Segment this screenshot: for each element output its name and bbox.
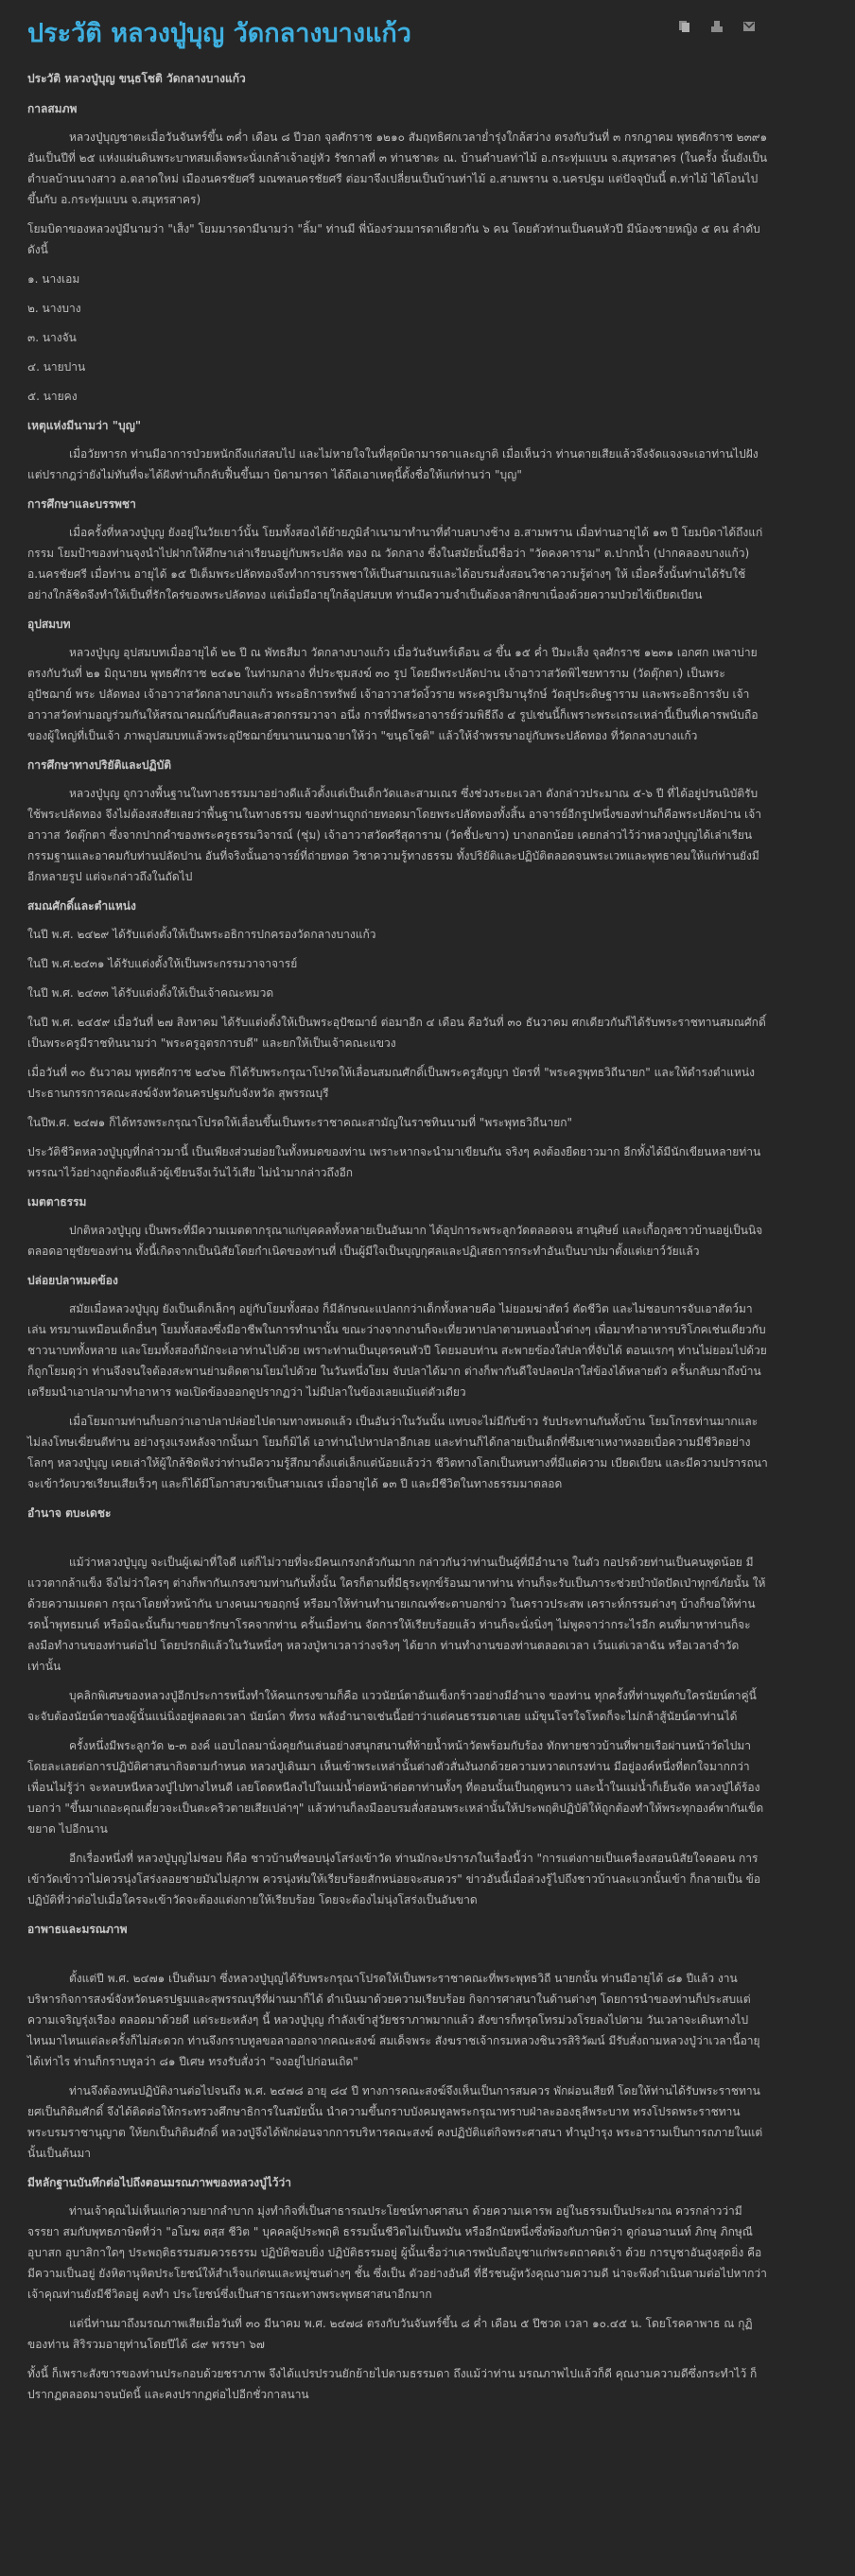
page-title: ประวัติ หลวงปู่บุญ วัดกลางบางแก้ว bbox=[27, 19, 411, 48]
rank-item: ในปีพ.ศ. ๒๔๗๑ ก็ได้ทรงพระกรุณาโปรดให้เลื่อนขึ้นเป็นพระราชาคณะสามัญในราชทินนามที่ "พระพุทธวิถีนายก" bbox=[27, 1116, 573, 1129]
rank-item: ประวัติชีวิตหลวงปู่บุญที่กล่าวมานี้ เป็นเพียงส่วนย่อยในทั้งหมดของท่าน เพราะหากจะนำมาเขียนกัน จริงๆ คงต้องยืดยาวมาก อีกทั้งได้มีนักเขียนหลายท่านพรรณาไว้อย่างถูกต้องดีแล้วผู้เขียนจึงเว้นไว้เสีย ไม่นำมากล่าวถึงอีก bbox=[27, 1145, 761, 1179]
paragraph: หลวงปู่บุญ ถูกวางพื้นฐานในทางธรรมมาอย่างดีแล้วตั้งแต่เป็นเด็กวัดและสามเณร ซึ่งช่วงระยะเวลา ดังกล่าวประมาณ ๕-๖ ปี ที่ได้อยู่ปรนนิบัติรับใช้พระปลัดทอง จึงไม่ต้องสงสัยเลยว่าพื้นฐานในทางธรรม ของท่านถูกถ่ายทอดมาโดยพระปลัดทองทั้งสิ้น อาจารย์อีกรูปหนึ่งของท่านก็คือพระปลัดปาน เจ้าอาวาส วัดตุ๊กตา ซึ่งจากปากคำของพระครูธรรมวิจารณ์ (ชุ่ม) เจ้าอาวาสวัดศรีสุดาราม (วัดชี้ปะขาว) บางกอกน้อย เคยกล่าวไว้ว่าหลวงปู่บุญได้เล่าเรียนกรรมฐานและอาคมกับท่านปลัดปาน อันที่จริงนั้นอาจารย์ที่ถ่ายทอด วิชาความรู้ทางธรรม ทั้งปริยัติและปฏิบัติตลอดจนพระเวทและพุทธาคมให้แก่ท่านยังมีอีกหลายรูป แต่จะกล่าวถึงในถัดไป bbox=[27, 787, 762, 883]
sibling-item: ๔. นายปาน bbox=[27, 360, 86, 374]
paragraph: หลวงปู่บุญชาตะเมื่อวันจันทร์ขึ้น ๓ค่ำ เดือน ๘ ปีวอก จุลศักราช ๑๒๑๐ สัมฤทธิศกเวลาย่ำรุ่งใกล้สว่าง ตรงกับวันที่ ๓ กรกฎาคม พุทธศักราช ๒๓๙๑ อันเป็นปีที่ ๒๕ แห่งแผ่นดินพระบาทสมเด็จพระนั่งเกล้าเจ้าอยู่หัว รัชกาลที่ ๓ ท่านชาตะ ณ. บ้านตำบลท่าไม้ อ.กระทุ่มแบน จ.สมุทรสาคร (ในครั้ง นั้นยังเป็นตำบลบ้านนางสาว อ.ตลาดใหม่ เมืองนครชัยศรี มณฑลนครชัยศรี ต่อมาจึงเปลี่ยนเป็นบ้านท่าไม้ อ.สามพราน จ.นครปฐม แต่ปัจจุบันนี้ ต.ท่าไม้ ได้โอนไปขึ้นกับ อ.กระทุ่มแบน จ.สมุทรสาคร) bbox=[27, 131, 768, 206]
paragraph: ท่านจึงต้องทนปฏิบัติงานต่อไปจนถึง พ.ศ. ๒๔๗๘ อายุ ๘๔ ปี ทางการคณะสงฆ์จึงเห็นเป็นการสมควร พักผ่อนเสียที โดยให้ท่านได้รับพระราชทานยศเป็นกิติมศักดิ์ จึงได้ติดต่อให้กระทรวงศึกษาธิการในสมัยนั้น นำความขึ้นกราบบังคมทูลพระกรุณาทราบฝ่าละอองธุลีพระบาท ทรงโปรดพระราชทานพระบรมราชานุญาต ให้ยกเป็นกิติมศักดิ์ หลวงปู่จึงได้พักผ่อนจากการบริหารคณะสงฆ์ คงปฏิบัติแต่กิจพระศาสนา ทำนุบำรุง พระอารามเป็นการถภายในแต่นั้นเป็นต้นมา bbox=[27, 2084, 763, 2160]
paragraph: ปกติหลวงปู่บุญ เป็นพระที่มีความเมตตากรุณาแก่บุคคลทั้งหลายเป็นอันมาก ได้อุปการะพระลูกวัดตลอดจน สานุศิษย์ และเกื้อกูลชาวบ้านอยู่เป็นนิจ ตลอดอายุขัยของท่าน ทั้งนี้เกิดจากเป็นนิสัยโดยกำเนิดของท่านที่ เป็นผู้มีใจเป็นบุญกุศลและปฏิเสธการกระทำอันเป็นบาปมาตั้งแต่เยาว์วัยแล้ว bbox=[27, 1224, 763, 1258]
paragraph: อีกเรื่องหนึ่งที่ หลวงปู่บุญไม่ชอบ ก็คือ ชาวบ้านที่ชอบนุ่งโสร่งเข้าวัด ท่านมักจะปรารภในเรื่องนี้ว่า "การแต่งกายเป็นเครื่องสอนนิสัยใจคอคน การเข้าวัดเข้าวาไม่ควรนุ่งโสร่งลอยชายมันไม่สุภาพ ควรนุ่งห่มให้เรียบร้อยสักหน่อยจะสมควร" ข่าวอันนี้เมื่อล่วงรู้ไปถึงชาวบ้านละแวกนั้นเข้า ก็กลายเป็น ข้อปฏิบัติที่ว่าต่อไปเมื่อใครจะเข้าวัดจะต้องแต่งกายให้เรียบร้อย โดยจะต้องไม่นุ่งโสร่งเป็นอันขาด bbox=[27, 1852, 761, 1906]
sibling-item: ๒. นางบาง bbox=[27, 302, 81, 315]
heading-name: เหตุแห่งมีนามว่า "บุญ" bbox=[27, 419, 142, 432]
rank-item: ในปี พ.ศ. ๒๔๕๙ เมื่อวันที่ ๒๗ สิงหาคม ได้รับแต่งตั้งให้เป็นพระอุปัชฌาย์ ต่อมาอีก ๔ เดือน คือวันที่ ๓๐ ธันวาคม ศกเดียวกันก็ได้รับพระราชทานสมณศักดิ์เป็นพระครูมีราชทินนามว่า "พระครูอุตรการบดี" และยกให้เป็นเจ้าคณะแขวง bbox=[27, 1016, 766, 1050]
rank-item: เมื่อวันที่ ๓๐ ธันวาคม พุทธศักราช ๒๔๖๒ ก็ได้รับพระกรุณาโปรดให้เลื่อนสมณศักดิ์เป็นพระครูสัญญา บัตรที่ "พระครูพุทธวิถีนายก" และให้ดำรงตำแหน่งประธานกรรการคณะสงฆ์จังหวัดนครปฐมกับจังหวัด สุพรรณบุรี bbox=[27, 1066, 755, 1100]
article-toolbar bbox=[677, 19, 757, 34]
paragraph: หลวงปู่บุญ อุปสมบทเมื่ออายุได้ ๒๒ ปี ณ พัทธสีมา วัดกลางบางแก้ว เมื่อวันจันทร์เดือน ๘ ขึ้น ๑๕ ค่ำ ปีมะเส็ง จุลศักราช ๑๒๓๑ เอกศก เพลาบ่ายตรงกับวันที่ ๒๑ มิถุนายน พุทธศักราช ๒๔๑๒ ในท่ามกลาง ที่ประชุมสงฆ์ ๓๐ รูป โดยมีพระปลัดปาน เจ้าอาวาสวัดพิไชยทาราม (วัดตุ๊กตา) เป็นพระอุปัชฌาย์ พระ ปลัดทอง เจ้าอาวาสวัดกลางบางแก้ว พระอธิการทรัพย์ เจ้าอาวาสวัดงิ้วราย พระครูปริมานุรักษ์ วัดสุประดิษฐาราม และพระอธิการจับ เจ้าอาวาสวัดท่ามอญร่วมกันให้สรณาคมณ์กับศีลและสวดกรรมวาจา อนึ่ง การที่มีพระอาจารย์ร่วมพิธีถึง ๔ รูปเช่นนี้ก็เพราะพระเถระเหล่านี้เป็นที่เคารพนับถือ ของผู้ใหญ่ที่เป็นเจ้า ภาพอุปสมบทแล้วพระอุปัชฌาย์ขนานนามฉายาให้ว่า "ขนฺธโชติ" แล้วให้จำพรรษาอยู่กับพระปลัดทอง ที่วัดกลางบางแก้ว bbox=[27, 646, 759, 742]
print-icon[interactable] bbox=[709, 19, 724, 34]
paragraph: แม้ว่าหลวงปู่บุญ จะเป็นผู้เฒ่าที่ใจดี แต่ก็ไม่วายที่จะมีคนเกรงกลัวกันมาก กล่าวกันว่าท่านเป็นผู้ที่มีอำนาจ ในตัว กอปรด้วยท่านเป็นคนพูดน้อย มีแววตากล้าแข็ง จึงไม่ว่าใครๆ ต่างก็พากันเกรงขามท่านกันทั้งนั้น ใครก็ตามที่มีธุระทุกข์ร้อนมาหาท่าน ท่านก็จะรับเป็นภาระช่วยบำบัดปัดเป่าทุกข์ภัยนั้น ให้ด้วยความเมตตา กรุณาโดยทั่วหน้ากัน บางคนมาขอฤกษ์ หรือมาให้ท่านทำนายเกณฑ์ชะตาบอกข่าว ในคราวประสพ เคราะห์กรรมต่างๆ บ้างก็ขอให้ท่านรดน้ำพุทธมนต์ หรือมิฉะนั้นก็มาขอยารักษาโรคจากท่าน ครั้นเมื่อท่าน จัดการให้เรียบร้อยแล้ว ท่านก็จะนั่งนิ่งๆ ไม่พูดจาว่ากระไรอีก คนที่มาหาท่านก็จะลงมือทำงานของท่านต่อไป โดยปรกติแล้วในวันหนึ่งๆ หลวงปู่หาเวลาว่างจริงๆ ได้ยาก ท่านทำงานของท่านตลอดเวลา เว้นแต่เวลาฉัน หรือเวลาจำวัดเท่านั้น bbox=[27, 1556, 766, 1673]
paragraph: ทั้งนี้ ก็เพราะสังขารของท่านประกอบด้วยชราภาพ จึงได้แปรปรวนยักย้ายไปตามธรรมดา ถึงแม้ว่าท่าน มรณภาพไปแล้วก็ดี คุณงามความดีซึ่งกระทำไว้ ก็ปรากฏตลอดมาจนบัดนี้ และคงปรากฏต่อไปอีกชั่วกาลนาน bbox=[27, 2367, 758, 2401]
heading-ranks: สมณศักดิ์และตำแหน่ง bbox=[27, 899, 136, 913]
paragraph: เมื่อวัยทารก ท่านมีอาการป่วยหนักถึงแก่สลบไป และไม่หายใจในที่สุดบิดามารดาและญาติ เมื่อเห็นว่า ท่านตายเสียแล้วจึงจัดแจงจะเอาท่านไปฝัง แต่ปรากฎว่ายังไม่ทันที่จะได้ฝังท่านก็กลับฟื้นขึ้นมา บิดามารดา ได้ถือเอาเหตุนี้ตั้งชื่อให้แก่ท่านว่า "บุญ" bbox=[27, 447, 759, 481]
paragraph: เมื่อโยมถามท่านก็บอกว่าเอาปลาปล่อยไปตามทางหมดแล้ว เป็นอันว่าในวันนั้น แทบจะไม่มีกับข้าว รับประทานกันทั้งบ้าน โยมโกรธท่านมากและไม่ลงโทษเฆี่ยนตีท่าน อย่างรุงแรงหลังจากนั้นมา โยมก็มิได้ เอาท่านไปหาปลาอีกเลย และท่านก็ได้กลายเป็นเด็กที่ซึมเซาเหงาหงอยเบื่อความมีชีวิตอย่างโลกๆ หลวงปู่บุญ เคยเล่าให้ผู้ใกล้ชิดฟังว่าท่านมีความรู้สึกมาตั้งแต่เล็กแต่น้อยแล้วว่า ชีวิตทางโลกเป็นหนทางที่มีแต่ความ เบียดเบียน และมีความปรารถนาจะเข้าวัดบวชเรียนเสียเร็วๆ และก็ได้มีโอกาสบวชเป็นสามเณร เมื่ออายุได้ ๑๓ ปี และมีชีวิตในทางธรรมมาตลอด bbox=[27, 1415, 768, 1490]
paragraph: ตั้งแต่ปี พ.ศ. ๒๔๗๑ เป็นต้นมา ซึ่งหลวงปู่บุญได้รับพระกรุณาโปรดให้เป็นพระราชาคณะที่พระพุทธวิถี นายกนั้น ท่านมีอายุได้ ๘๑ ปีแล้ว งานบริหารกิจการสงฆ์จังหวัดนครปฐมและสุพรรณบุรีที่ผ่านมาก็ได้ ดำเนินมาด้วยความเรียบร้อย กิจการศาสนาในด้านต่างๆ โดยการนำของท่านก็ประสบแต่ความเจริญรุ่งเรือง ตลอดมาด้วยดี แต่ระยะหลังๆ นี้ หลวงปู่บุญ กำลังเข้าสู่วัยชราภาพมากแล้ว สังขารก็ทรุดโทรม่วงโรยลงไปตาม วันเวลาจะเดินทางไปไหนมาไหนแต่ละครั้งก็ไม่สะดวก ท่านจึงกราบทูลขอลาออกจากคณะสงฆ์ สมเด็จพระ สังฆราชเจ้ากรมหลวงชินวรสิริวัฒน์ มีรับสั่งถามหลวงปู่ว่าเวลานี้อายุได้เท่าไร ท่านก็กราบทูลว่า ๘๑ ปีเศษ ทรงรับสั่งว่า "จงอยู่ไปก่อนเถิด" bbox=[27, 1972, 760, 2068]
email-icon[interactable] bbox=[742, 19, 757, 34]
subtitle: ประวัติ หลวงปู่บุญ ขนฺธโชติ วัดกลางบางแก้ว bbox=[27, 72, 246, 85]
heading-metta: เมตตาธรรม bbox=[27, 1195, 87, 1209]
heading-ordination: อุปสมบท bbox=[27, 618, 71, 631]
heading-illness: อาพาธและมรณภาพ bbox=[27, 1923, 128, 1936]
paragraph: ท่านเจ้าคุณไม่เห็นแก่ความยากลำบาก มุ่งทำกิจที่เป็นสาธารณประโยชน์ทางศาสนา ด้วยความเคารพ อยู่ในธรรมเป็นประมาณ ควรกล่าวว่ามีจรรยา สมกับพุทธภาษิตที่ว่า "อโมฆ ตสฺส ชีวิต " บุคคลผู้ประพฤติ ธรรมนั้นชีวิตไม่เป็นหมัน หรืออีกนัยหนึ่งซึ่งพ้องกับภาษิตว่า ดูก่อนอานนท์ ภิกษุ ภิกษุณี อุบาสก อุบาสิกาใดๆ ประพฤติธรรมสมควรธรรม ปฏิบัติชอบยิ่ง ปฏิบัติธรรมอยู่ ผู้นั้นเชื่อว่าเคารพนับถือบูชาแก่พระตถาคตเจ้า ด้วย การบูชาอันสูงสุดยิ่ง คือมีความเป็นอยู่ ยังหิตานุหิตประโยชน์ให้สำเร็จแก่ตนและหมู่ชนต่างๆ ชั้น ซึ่งเป็น ตัวอย่างอันดี ที่ธีรชนผู้หวังคุณงามความดี น่าจะพึงดำเนินตามต่อไปหากว่าเจ้าคุณท่านยังมีชีวิตอยู่ คงทำ ประโยชน์ซึ่งเป็นสาธารณะทางพระพุทธศาสนาอีกมาก bbox=[27, 2204, 767, 2301]
heading-study: การศึกษาทางปริยัติและปฏิบัติ bbox=[27, 758, 171, 772]
paragraph: บุคลิกพิเศษของหลวงปู่อีกประการหนึ่งทำให้คนเกรงขามก็คือ แววนัยน์ตาอันแข็งกร้าวอย่างมีอำนาจ ของท่าน ทุกครั้งที่ท่านพูดกับใครนัยน์ตาคู่นี้จะจับต้องนัยน์ตาของผู้นั้นแน่นิ่งอยู่ตลอดเวลา นัยน์ตา ที่ทรง พลังอำนาจเช่นนี้อย่าว่าแต่คนธรรมดาเลย แม้ขุนโจรใจโหดก็จะไม่กล้าสู้นัยน์ตาท่านได้ bbox=[27, 1689, 757, 1723]
sibling-item: ๑. นางเอม bbox=[27, 272, 80, 286]
sibling-item: ๓. นางจัน bbox=[27, 331, 77, 344]
heading-fish: ปล่อยปลาหมดข้อง bbox=[27, 1274, 118, 1287]
heading-birth: กาลสมภพ bbox=[27, 102, 78, 115]
pdf-icon[interactable] bbox=[677, 19, 692, 34]
heading-education: การศึกษาและบรรพชา bbox=[27, 497, 136, 511]
paragraph: แต่นี่ท่านมาถึงมรณภาพเสียเมื่อวันที่ ๓๐ มีนาคม พ.ศ. ๒๔๗๘ ตรงกับวันจันทร์ขึ้น ๘ ค่ำ เดือน ๕ ปีชวด เวลา ๑๐.๔๕ น. โดยโรคคาพาธ ณ กุฏิของท่าน สิริรวมอายุท่านโดยปีได้ ๘๙ พรรษา ๖๗ bbox=[27, 2317, 753, 2351]
rank-item: ในปี พ.ศ. ๒๔๓๓ ได้รับแต่งตั้งให้เป็นเจ้าคณะหมวด bbox=[27, 986, 274, 1000]
rank-item: ในปี พ.ศ.๒๔๓๑ ได้รับแต่งตั้งให้เป็นพระกรรมวาจาจารย์ bbox=[27, 957, 298, 970]
rank-item: ในปี พ.ศ. ๒๔๒๙ ได้รับแต่งตั้งให้เป็นพระอธิการปกครองวัดกลางบางแก้ว bbox=[27, 928, 376, 941]
heading-power: อำนาจ ตบะเดชะ bbox=[27, 1506, 112, 1520]
paragraph: เมื่อครั้งที่หลวงปู่บุญ ยังอยู่ในวัยเยาว์นั้น โยมทั้งสองได้ย้ายภูมิลำเนามาทำนาที่ตำบลบางช้าง อ.สามพราน เมื่อท่านอายุได้ ๑๓ ปี โยมบิดาได้ถึงแก่กรรม โยมป้าของท่านจุงนำไปฝากให้ศึกษาเล่าเรียนอยู่กับพระปลัด ทอง ณ วัดกลาง ซึ่งในสมัยนั้นมีชื่อว่า "วัดคงคาราม" ต.ปากน้ำ (ปากคลองบางแก้ว) อ.นครชัยศรี เมื่อท่าน อายุได้ ๑๕ ปีเต็มพระปลัดทองจึงทำการบรรพชาให้เป็นสามเณรและได้อบรมสั่งสอนวิชาความรู้ต่างๆ ให้ เมื่อครั้งนั้นท่านได้รับใช้อย่างใกล้ชิดจึงทำให้เป็นที่รักใคร่ของพระปลัดทอง แต่เมื่อมีอายุใกล้อุปสมบท ท่านมีความจำเป็นต้องลาสิกขาเนื่องด้วยความป่วยไข้เบียดเบียน bbox=[27, 526, 763, 601]
paragraph: ครั้งหนึ่งมีพระลูกวัด ๒-๓ องค์ แอบไถลมานั่งคุยกันเล่นอย่างสนุกสนานที่ท้ายน้ำหน้าวัดพร้อมกับร้อง ทักทายชาวบ้านที่พายเรือผ่านหน้าวัดไปมา โดยละเลยต่อการปฏิบัติศาสนากิจตามกำหนด หลวงปู่เดินมา เห็นเข้าพระเหล่านั้นต่างตัวสั่นงันงกด้วยความหวาดเกรงท่าน มีอยู่องค์หนึ่งที่ตกใจมากกว่าเพื่อนไม่รู้ว่า จะหลบหนีหลวงปู่ไปทางไหนดี เลยโดดหนีลงไปในแม่น้ำต่อหน้าต่อตาท่านทั้งๆ ที่ตอนนั้นเป็นฤดูหนาว และน้ำในแม่น้ำก็เย็นจัด หลวงปู่ได้ร้องบอกว่า "ขึ้นมาเถอะคุณเดี๋ยวจะเป็นตะคริวตายเสียเปล่าๆ" แล้วท่านก็ลงมืออบรมสั่งสอนพระเหล่านั้นให้ประพฤติปฏิบัติให้ถูกต้องทำให้พระทุกองค์พากันเข็ดขยาด ไปอีกนาน bbox=[27, 1739, 764, 1836]
sibling-item: ๕. นายคง bbox=[27, 390, 78, 403]
paragraph: สมัยเมื่อหลวงปู่บุญ ยังเป็นเด็กเล็กๆ อยู่กับโยมทั้งสอง ก็มีลักษณะแปลกกว่าเด็กทั้งหลายคือ ไม่ยอมฆ่าสัตว์ ตัดชีวิต และไม่ชอบการจับเอาสัตว์มาเล่น ทรมานเหมือนเด็กอื่นๆ โยมทั้งสองซึ่งมีอาชีพในการทำนานั้น ขณะว่างจากงานก็จะเที่ยวหาปลาตามหนองน้ำต่างๆ เพื่อมาทำอาหารบริโภคเช่นเดียวกับชาวนาบททั้งหลาย และโยมทั้งสองก็มักจะเอาท่านไปด้วย เพราะท่านเป็นบุตรคนหัวปี โดยมอบท่าน สะพายข้องใส่ปลาที่จับได้ ตอนแรกๆ ท่านไม่ยอมไปด้วย ก็ถูกโยมดุว่า ท่านจึงจนใจต้องสะพานย่ามติดตามโยมไปด้วย ในวันหนึ่งโยม จับปลาได้มาก ต่างก็พากันดีใจปลดปลาใส่ข้องได้หลายตัว ครั้นกลับมาถึงบ้านเตรียมนำเอาปลามาทำอาหาร พอเปิดข้องออกดูปรากฏว่า ไม่มีปลาในข้องเลยแม้แต่ตัวเดียว bbox=[27, 1302, 767, 1399]
paragraph: โยมบิดาของหลวงปู่มีนามว่า "เส็ง" โยมมารดามีนามว่า "ลิ้ม" ท่านมี พี่น้องร่วมมารดาเดียวกัน ๖ คน โดยตัวท่านเป็นคนหัวปี มีน้องชายหญิง ๕ คน ลำดับดังนี้ bbox=[27, 222, 760, 256]
heading-death: มีหลักฐานบันทึกต่อไปถึงตอนมรณภาพของหลวงปู่ไว้ว่า bbox=[27, 2176, 292, 2189]
